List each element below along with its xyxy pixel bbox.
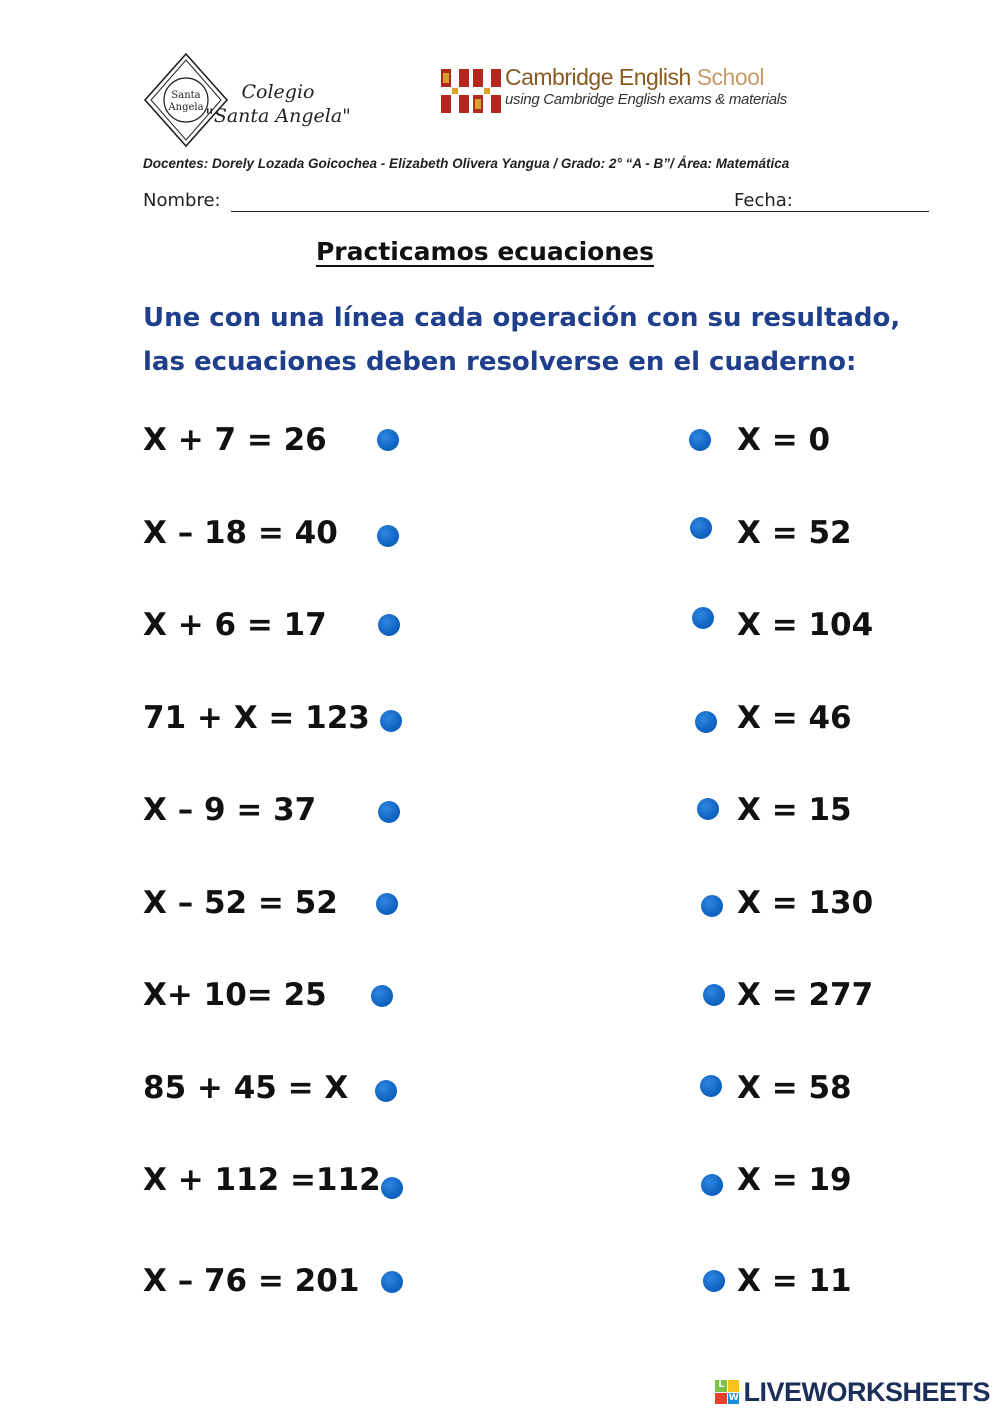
cambridge-subtitle: using Cambridge English exams & materials <box>505 91 787 108</box>
equation-1: X + 7 = 26 <box>143 422 327 458</box>
page-title: Practicamos ecuaciones <box>315 237 654 266</box>
result-7-dot[interactable] <box>703 984 725 1006</box>
name-blank-line[interactable] <box>231 211 865 212</box>
equation-3-dot[interactable] <box>378 614 400 636</box>
result-10: X = 11 <box>737 1263 852 1299</box>
equation-4: 71 + X = 123 <box>143 700 370 736</box>
result-5-dot[interactable] <box>697 798 719 820</box>
liveworksheets-logo <box>715 1377 990 1407</box>
mark-tile-yellow <box>728 1380 740 1392</box>
result-8-dot[interactable] <box>700 1075 722 1097</box>
equation-2: X – 18 = 40 <box>143 515 338 551</box>
cambridge-crest-icon <box>440 67 502 115</box>
equation-4-dot[interactable] <box>380 710 402 732</box>
liveworksheets-text: LIVEWORKSHEETS <box>743 1376 990 1407</box>
seal-text-line2: Angela <box>168 102 204 113</box>
cambridge-title-school: School <box>696 64 765 90</box>
date-label: Fecha: <box>734 190 793 211</box>
name-label: Nombre: <box>143 190 221 211</box>
result-6-dot[interactable] <box>701 895 723 917</box>
school-name <box>203 80 353 128</box>
result-9: X = 19 <box>737 1162 852 1198</box>
equation-6-dot[interactable] <box>376 893 398 915</box>
mark-tile-green: L <box>715 1380 727 1392</box>
seal-text-line1: Santa <box>171 90 201 101</box>
equation-3: X + 6 = 17 <box>143 607 327 643</box>
school-name-line1: Colegio <box>241 81 315 103</box>
equation-6: X – 52 = 52 <box>143 885 338 921</box>
equation-8-dot[interactable] <box>375 1080 397 1102</box>
equation-7: X+ 10= 25 <box>143 977 327 1013</box>
result-1: X = 0 <box>737 422 831 458</box>
result-4-dot[interactable] <box>695 711 717 733</box>
cambridge-title-main: Cambridge English <box>505 64 697 90</box>
result-4: X = 46 <box>737 700 852 736</box>
equation-10: X – 76 = 201 <box>143 1263 360 1299</box>
school-name-line2: "Santa Angela" <box>205 105 351 127</box>
liveworksheets-mark-icon <box>715 1380 739 1404</box>
equation-5: X – 9 = 37 <box>143 792 317 828</box>
result-6: X = 130 <box>737 885 874 921</box>
result-2-dot[interactable] <box>690 517 712 539</box>
equation-2-dot[interactable] <box>377 525 399 547</box>
result-8: X = 58 <box>737 1070 852 1106</box>
result-3-dot[interactable] <box>692 607 714 629</box>
result-1-dot[interactable] <box>689 429 711 451</box>
mark-tile-red <box>715 1393 727 1405</box>
result-2: X = 52 <box>737 515 852 551</box>
equation-7-dot[interactable] <box>371 985 393 1007</box>
date-blank-line[interactable] <box>803 211 929 212</box>
equation-9: X + 112 =112 <box>143 1162 381 1198</box>
instructions <box>143 296 943 384</box>
result-7: X = 277 <box>737 977 874 1013</box>
result-5: X = 15 <box>737 792 852 828</box>
result-10-dot[interactable] <box>703 1270 725 1292</box>
equation-8: 85 + 45 = X <box>143 1070 349 1106</box>
result-3: X = 104 <box>737 607 874 643</box>
equation-10-dot[interactable] <box>381 1271 403 1293</box>
equation-9-dot[interactable] <box>381 1177 403 1199</box>
equation-1-dot[interactable] <box>377 429 399 451</box>
instructions-line2: las ecuaciones deben resolverse en el cuaderno: <box>143 347 857 377</box>
name-date-row <box>143 190 929 216</box>
teachers-line: Docentes: Dorely Lozada Goicochea - Elizabeth Olivera Yangua / Grado: 2° “A - B”/ Área: Matemática <box>143 156 790 171</box>
result-9-dot[interactable] <box>701 1174 723 1196</box>
cambridge-title <box>505 64 764 91</box>
equation-5-dot[interactable] <box>378 801 400 823</box>
instructions-line1: Une con una línea cada operación con su resultado, <box>143 303 901 333</box>
mark-tile-blue: W <box>728 1392 739 1403</box>
